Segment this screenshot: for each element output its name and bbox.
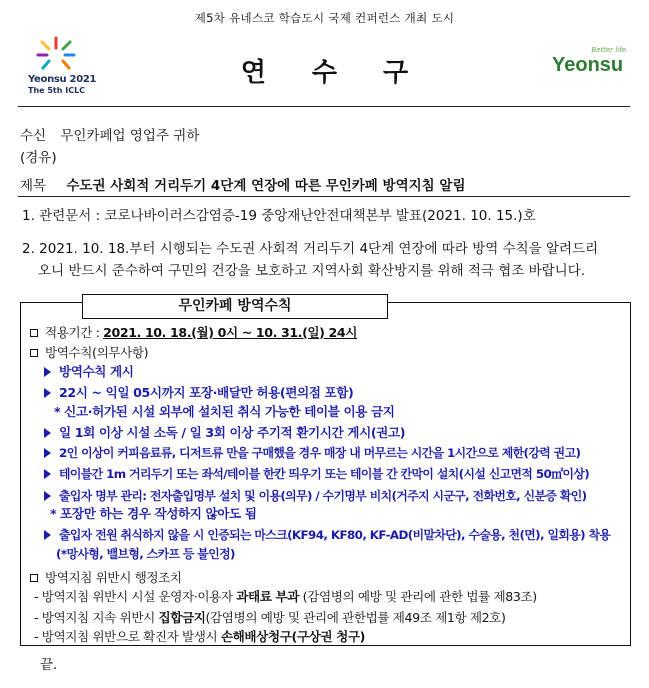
iclc-logo-line1: Yeonsu 2021 — [28, 74, 97, 85]
recipient-label: 수신 — [20, 128, 47, 144]
subject-line — [20, 177, 466, 195]
rule-item: 방역수칙 게시 — [44, 363, 134, 380]
subject-divider — [18, 196, 630, 197]
checkbox-icon — [30, 329, 38, 337]
notice-line1: 2. 2021. 10. 18.부터 시행되는 수도권 사회적 거리두기 4단계 연장에 따라 방역 수칙을 알려드리 — [22, 241, 599, 257]
yeonsu-logo-brand: Yeonsu — [552, 54, 624, 76]
rule-note: * 포장만 하는 경우 작성하지 않아도 됨 — [50, 506, 257, 521]
checkbox-icon — [30, 349, 38, 357]
rule-item: 일 1회 이상 시설 소독 / 일 3회 이상 주기적 환기시간 게시(권고) — [44, 424, 405, 441]
document-end: 끝. — [40, 657, 58, 673]
subject-value: 수도권 사회적 거리두기 4단계 연장에 따른 무인카페 방역지침 알림 — [66, 178, 466, 194]
rule-item: 출입자 명부 관리: 전자출입명부 설치 및 이용(의무) / 수기명부 비치(거주지 시군구, 전화번호, 신분증 확인) — [44, 488, 586, 505]
triangle-bullet-icon — [44, 469, 51, 479]
penalty-heading: 방역지침 위반시 행정조치 — [45, 570, 182, 585]
rules-heading: 방역수칙(의무사항) — [45, 345, 149, 360]
header-divider — [18, 106, 630, 107]
recipient-line — [20, 127, 199, 145]
penalty-heading-row — [30, 569, 182, 586]
triangle-bullet-icon — [44, 388, 51, 398]
rule-item: 테이블간 1m 거리두기 또는 좌석/테이블 한칸 띄우기 또는 테이블 간 칸막이 설치(시설 신고면적 50㎡이상) — [44, 466, 589, 483]
penalty-item: - 방역지침 지속 위반시 집합금지(감염병의 예방 및 관리에 관한법률 제49조 제1항 제2호) — [34, 610, 506, 625]
notice-line2: 오니 반드시 준수하여 구민의 건강을 보호하고 지역사회 확산방지를 위해 적극 협조 바랍니다. — [38, 263, 586, 279]
triangle-bullet-icon — [44, 491, 51, 501]
checkbox-icon — [30, 574, 38, 582]
rule-note: (*망사형, 밸브형, 스카프 등 불인정) — [56, 547, 235, 561]
yeonsu-logo-tagline: Better life — [591, 46, 626, 54]
triangle-bullet-icon — [44, 367, 51, 377]
penalty-item: - 방역지침 위반시 시설 운영자·이용자 과태료 부과 (감염병의 예방 및 관리에 관한 법률 제83조) — [34, 589, 537, 604]
sender-title: 연수구 — [240, 58, 455, 88]
period-value: 2021. 10. 18.(월) 0시 ~ 10. 31.(일) 24시 — [103, 325, 358, 340]
rule-note: * 신고·허가된 시설 외부에 설치된 취식 가능한 테이블 이용 금지 — [54, 404, 395, 419]
via-line: (경유) — [20, 150, 57, 166]
iclc-logo-line2: The 5th ICLC — [28, 86, 86, 95]
period-label: 적용기간 : — [45, 325, 104, 340]
subject-label: 제목 — [20, 178, 47, 194]
triangle-bullet-icon — [44, 530, 51, 540]
period-row — [30, 324, 357, 341]
rule-item: 출입자 전원 취식하지 않을 시 인증되는 마스크(KF94, KF80, KF-AD(비말차단), 수술용, 천(면), 일회용) 착용 — [44, 527, 610, 544]
penalty-item: - 방역지침 위반으로 확진자 발생시 손해배상청구(구상권 청구) — [34, 629, 366, 644]
related-doc: 1. 관련문서 : 코로나바이러스감염증-19 중앙재난안전대책본부 발표(2021. 10. 15.)호 — [22, 208, 536, 224]
header-slogan: 제5차 유네스코 학습도시 국제 컨퍼런스 개최 도시 — [194, 11, 455, 25]
yeonsu-logo — [552, 46, 632, 82]
triangle-bullet-icon — [44, 428, 51, 438]
rules-heading-row — [30, 344, 148, 361]
recipient-value: 무인카페업 영업주 귀하 — [60, 128, 200, 144]
guidelines-title: 무인카페 방역수칙 — [82, 294, 388, 319]
rule-item: 22시 ~ 익일 05시까지 포장·배달만 허용(편의점 포함) — [44, 384, 353, 401]
triangle-bullet-icon — [44, 448, 51, 458]
rule-item: 2인 이상이 커피음료류, 디저트류 만을 구매했을 경우 매장 내 머무르는 시간을 1시간으로 제한(강력 권고) — [44, 445, 580, 462]
